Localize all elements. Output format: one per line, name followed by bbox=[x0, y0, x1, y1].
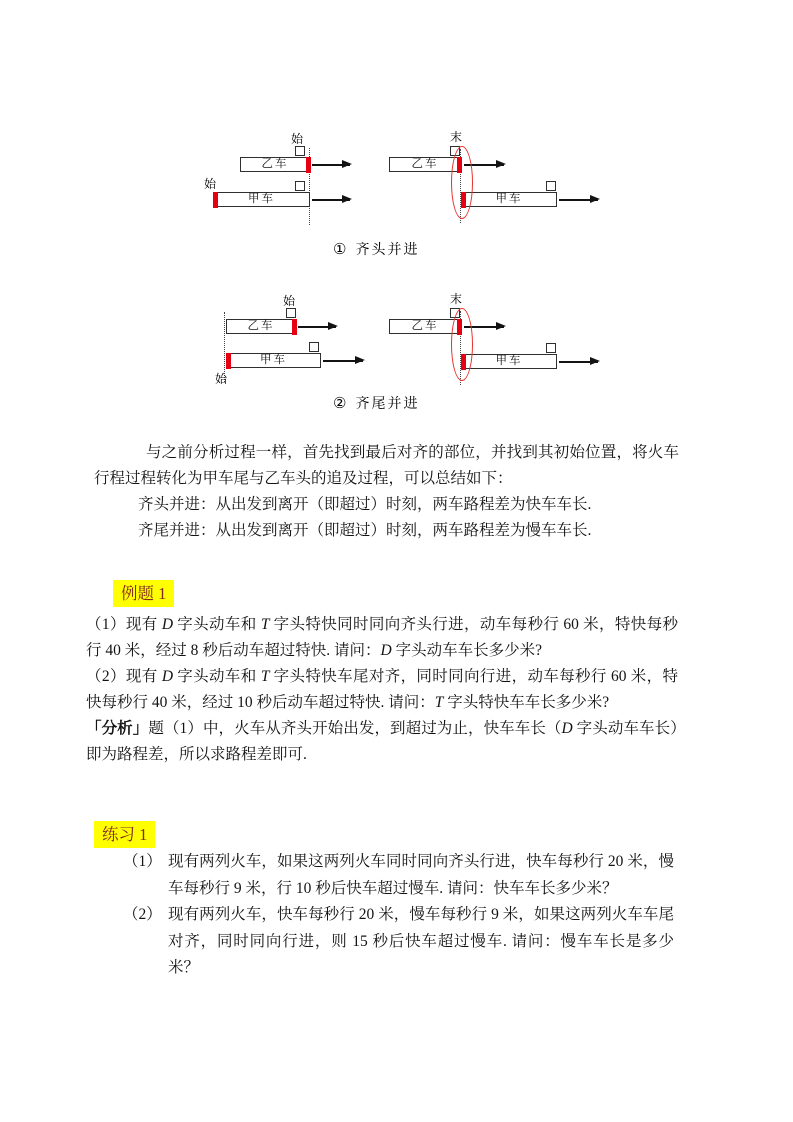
motion-arrow bbox=[312, 199, 350, 201]
train-b-label: 乙车 bbox=[261, 157, 289, 170]
example-question-1: （1）现有 D 字头动车和 T 字头特快同时同向齐头行进，动车每秒行 60 米，特快每秒行 40 米，经过 8 秒后动车超过特快. 请问：D 字头动车车长多少米? bbox=[86, 616, 678, 659]
marker-notch-icon bbox=[295, 146, 305, 156]
circled-number: ② bbox=[333, 396, 347, 412]
train-a-label: 甲车 bbox=[495, 354, 523, 367]
end-label: 末 bbox=[450, 130, 463, 144]
train-a-label: 甲车 bbox=[248, 192, 275, 205]
practice-item-text: 现有两列火车，快车每秒行 20 米，慢车每秒行 9 米，如果这两列火车车尾对齐，同时同向行进，则 15 秒后快车超过慢车. 请问：慢车车长是多少米？ bbox=[168, 906, 674, 976]
train-b-box bbox=[240, 157, 310, 172]
overtake-ellipse bbox=[451, 146, 473, 219]
marker-notch-icon bbox=[295, 181, 305, 191]
marker-notch-icon bbox=[286, 308, 296, 318]
motion-arrow bbox=[298, 326, 336, 328]
example-question-2: （2）现有 D 字头动车和 T 字头特快车尾对齐，同时同向行进，动车每秒行 60 米，特快每秒行 40 米，经过 10 秒后动车超过特快. 请问：T 字头特快车车长多少米? bbox=[86, 668, 678, 711]
start-label: 始 bbox=[215, 372, 228, 386]
red-head-mark bbox=[306, 157, 311, 173]
practice-item-number: （2） bbox=[123, 906, 162, 923]
red-head-mark bbox=[292, 319, 297, 335]
intro-section bbox=[94, 440, 679, 544]
diagram2-caption: ② 齐尾并进 bbox=[333, 396, 420, 412]
train-b-label: 乙车 bbox=[411, 157, 439, 170]
train-b-box bbox=[389, 157, 461, 172]
train-b-label: 乙车 bbox=[411, 319, 439, 332]
train-b-box bbox=[389, 319, 461, 334]
rule-heads-aligned: 齐头并进：从出发到离开（即超过）时刻，两车路程差为快车车长. bbox=[138, 496, 592, 513]
marker-notch-icon bbox=[546, 343, 556, 353]
motion-arrow bbox=[323, 360, 363, 362]
circled-number: ① bbox=[333, 242, 347, 258]
analysis-text: 题（1）中，火车从齐头开始出发，到超过为止，快车车长（D 字头动车车长）即为路程差，所以求路程差即可. bbox=[86, 720, 678, 763]
motion-arrow bbox=[559, 361, 598, 363]
practice-item bbox=[123, 902, 674, 982]
red-tail-mark bbox=[226, 353, 231, 369]
train-a-box bbox=[461, 354, 557, 369]
start-label: 始 bbox=[283, 294, 296, 308]
motion-arrow bbox=[312, 164, 350, 166]
train-b-box bbox=[226, 319, 296, 334]
practice-section bbox=[123, 849, 674, 982]
diagram1-caption: ① 齐头并进 bbox=[333, 242, 420, 258]
marker-notch-icon bbox=[309, 342, 319, 352]
start-label: 始 bbox=[291, 132, 304, 146]
motion-arrow bbox=[559, 199, 598, 201]
practice-item bbox=[123, 849, 674, 902]
train-a-box bbox=[226, 353, 321, 368]
example-badge: 例题 1 bbox=[113, 580, 174, 607]
red-tail-mark bbox=[213, 192, 218, 208]
practice-badge: 练习 1 bbox=[94, 821, 155, 848]
overtake-ellipse bbox=[451, 308, 473, 381]
train-a-box bbox=[213, 192, 310, 207]
train-a-label: 甲车 bbox=[495, 192, 523, 205]
intro-paragraph: 与之前分析过程一样，首先找到最后对齐的部位，并找到其初始位置，将火车行程过程转化为甲车尾与乙车头的追及过程，可以总结如下： bbox=[94, 444, 679, 487]
end-label: 末 bbox=[450, 292, 463, 306]
practice-item-text: 现有两列火车，如果这两列火车同时同向齐头行进，快车每秒行 20 米，慢车每秒行 9 米，行 10 秒后快车超过慢车. 请问：快车车长多少米？ bbox=[168, 853, 674, 897]
analysis-paragraph bbox=[86, 716, 678, 768]
train-a-box bbox=[461, 192, 557, 207]
start-label: 始 bbox=[204, 177, 217, 191]
train-a-label: 甲车 bbox=[260, 353, 287, 366]
rule-tails-aligned: 齐尾并进：从出发到离开（即超过）时刻，两车路程差为慢车车长. bbox=[138, 522, 592, 539]
analysis-label: 「分析」 bbox=[86, 720, 149, 737]
practice-item-number: （1） bbox=[123, 853, 162, 870]
marker-notch-icon bbox=[546, 181, 556, 191]
train-b-label: 乙车 bbox=[247, 319, 275, 332]
example-section bbox=[86, 612, 678, 768]
